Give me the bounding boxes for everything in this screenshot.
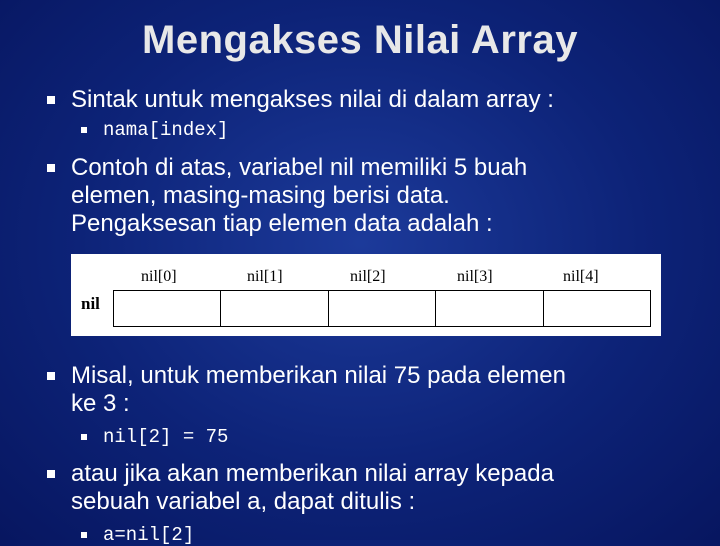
bullet-marker: [47, 470, 55, 478]
bullet-marker: [47, 372, 55, 380]
bullet-syntax-text: Sintak untuk mengakses nilai di dalam array :: [71, 86, 554, 113]
slide-title: Mengakses Nilai Array: [142, 18, 578, 62]
array-cell: [329, 291, 436, 326]
bullet-assign-line1: Misal, untuk memberikan nilai 75 pada elemen: [71, 362, 566, 389]
index-label-4: nil[4]: [563, 268, 599, 285]
index-label-1: nil[1]: [247, 268, 283, 285]
bullet-example-line3: Pengaksesan tiap elemen data adalah :: [71, 210, 493, 237]
bullet-example-line1: Contoh di atas, variabel nil memiliki 5 buah: [71, 154, 528, 181]
sub-bullet-marker: [81, 127, 87, 133]
index-label-3: nil[3]: [457, 268, 493, 285]
array-cells: [113, 290, 651, 327]
array-cell: [114, 291, 221, 326]
bullet-variable-line1: atau jika akan memberikan nilai array kepada: [71, 460, 554, 487]
bullet-example-line2: elemen, masing-masing berisi data.: [71, 182, 450, 209]
bullet-assign-line2: ke 3 :: [71, 390, 130, 417]
array-cell: [436, 291, 543, 326]
bullet-variable-line2: sebuah variabel a, dapat ditulis :: [71, 488, 416, 515]
bullet-marker: [47, 164, 55, 172]
array-variable-label: nil: [81, 294, 100, 313]
sub-bullet-marker: [81, 434, 87, 440]
bullet-marker: [47, 96, 55, 104]
sub-bullet-marker: [81, 532, 87, 538]
assign-code: nil[2] = 75: [103, 426, 229, 448]
array-diagram: [71, 254, 661, 336]
syntax-code: nama[index]: [103, 119, 229, 141]
variable-code: a=nil[2]: [103, 524, 195, 546]
index-label-0: nil[0]: [141, 268, 177, 285]
array-cell: [544, 291, 650, 326]
index-label-2: nil[2]: [350, 268, 386, 285]
array-cell: [221, 291, 328, 326]
